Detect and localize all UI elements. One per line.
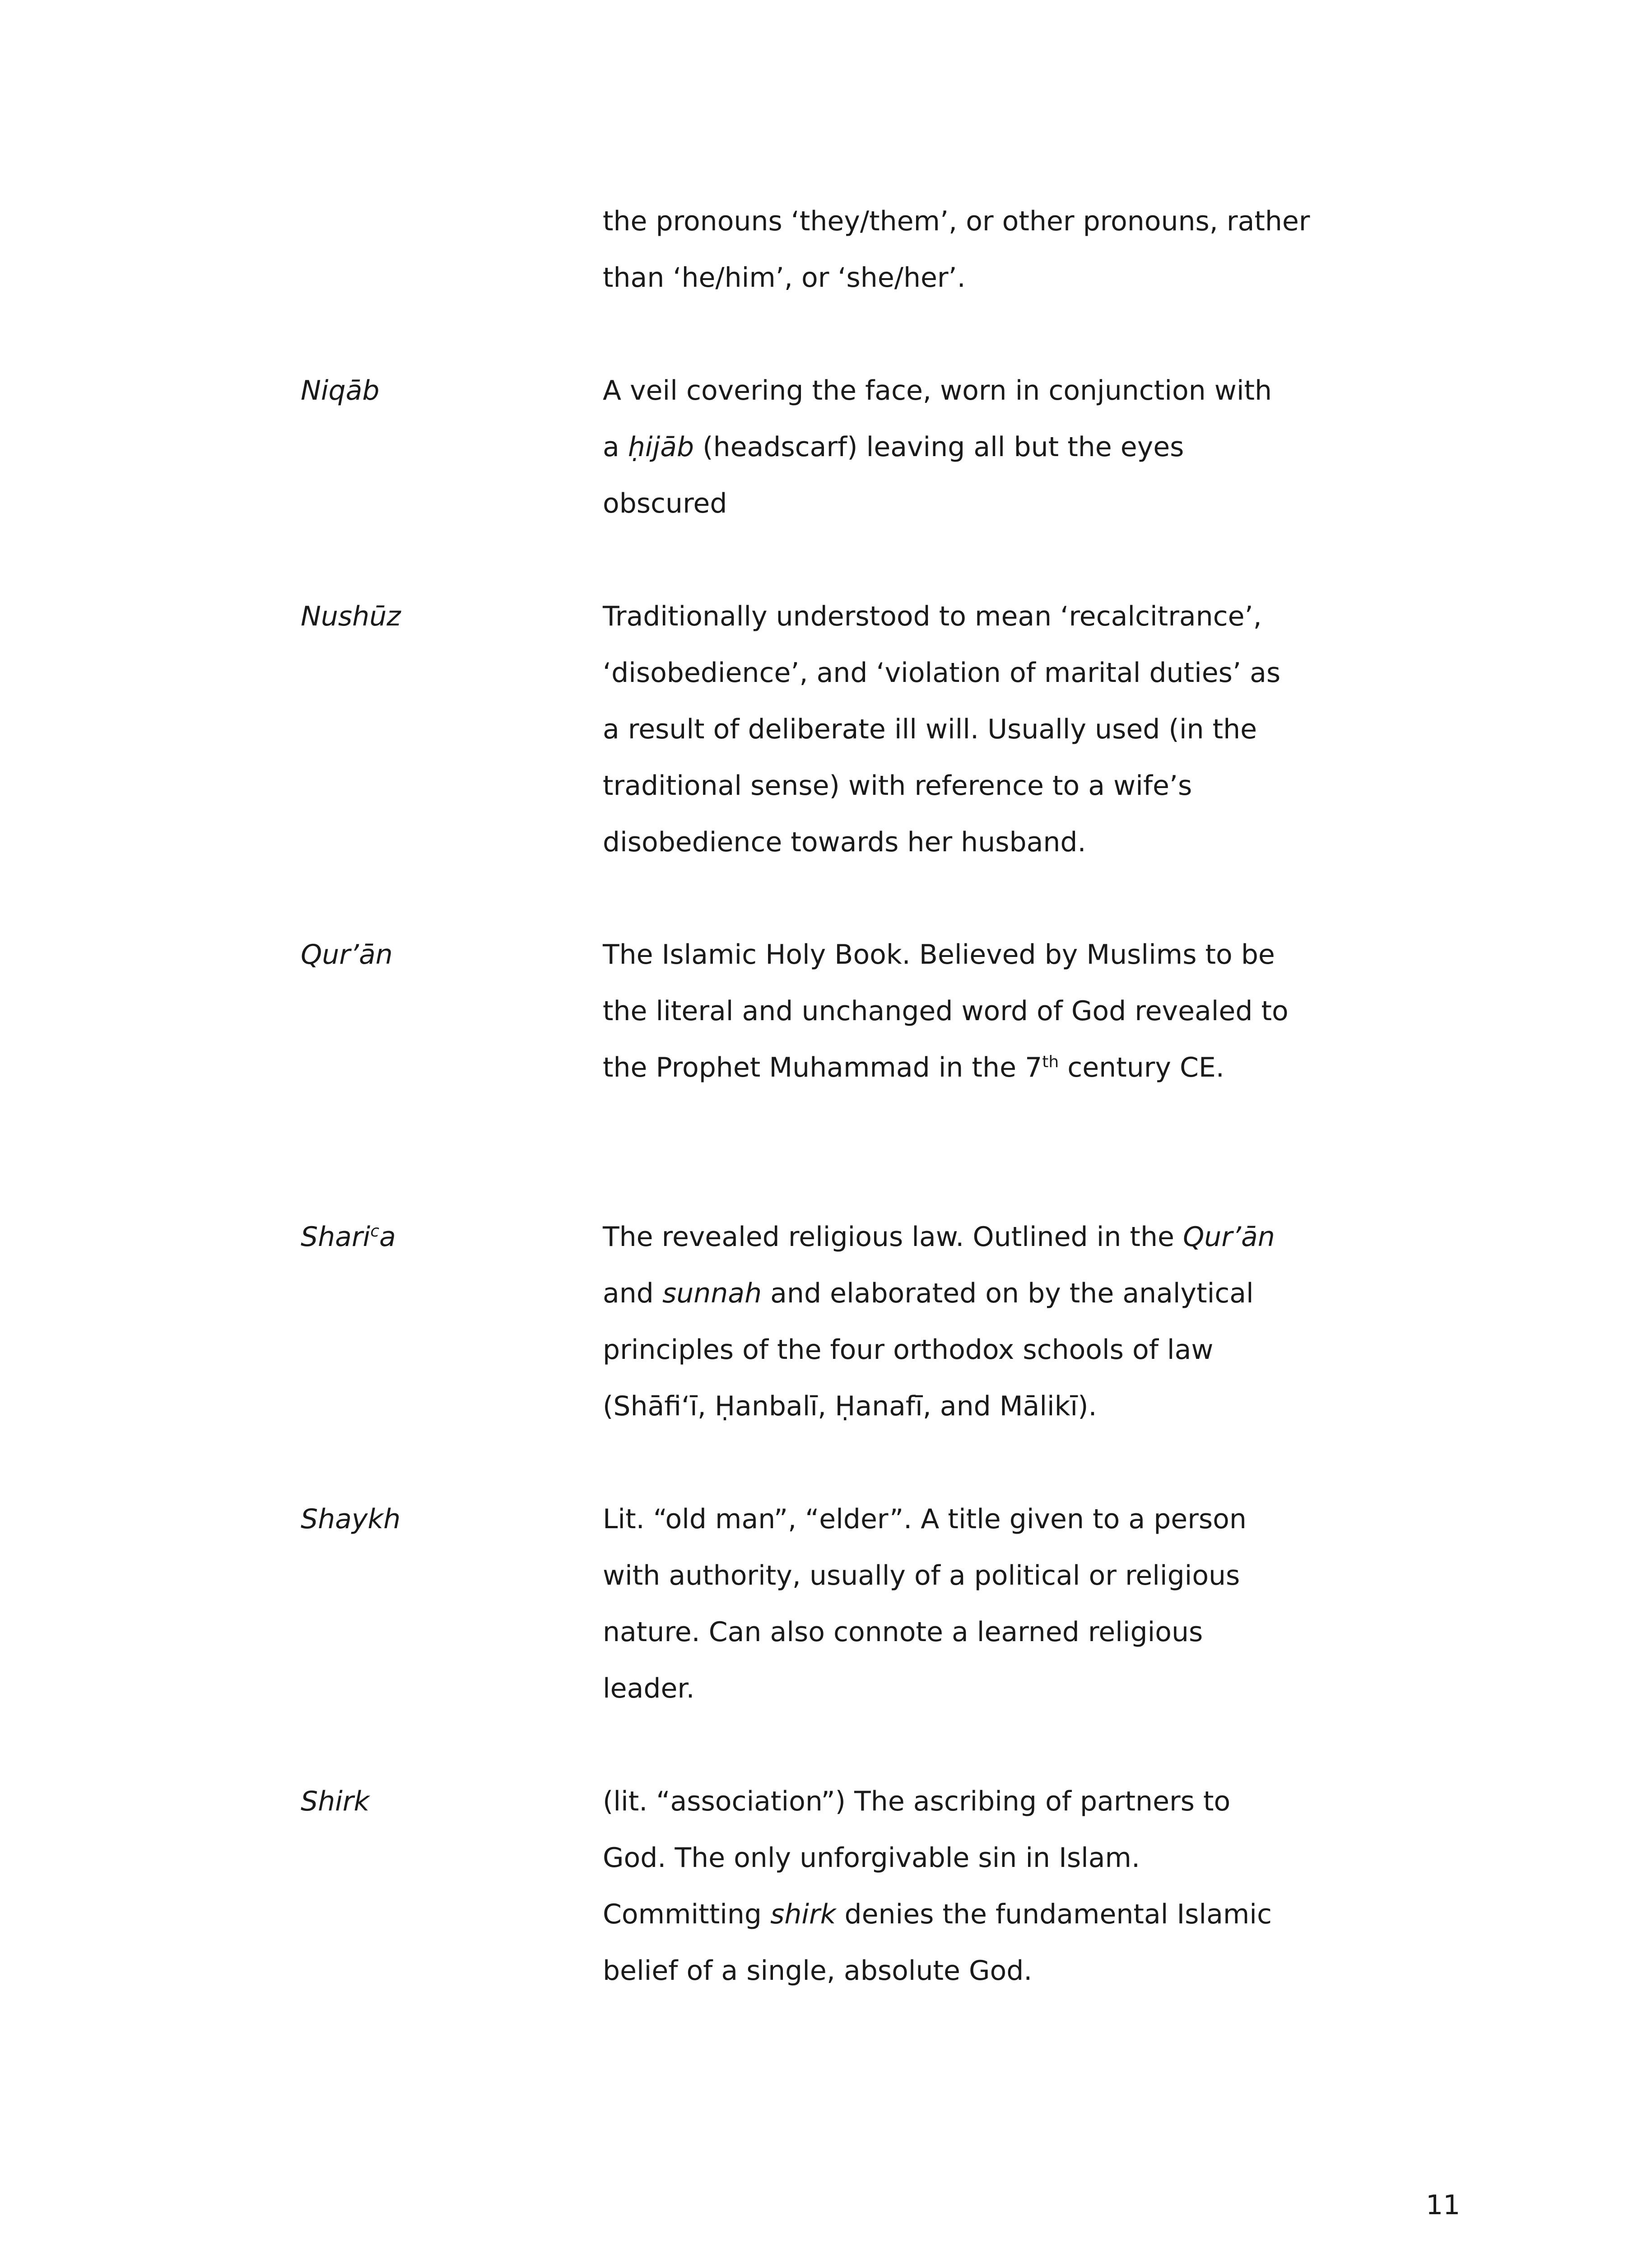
- italic-term: ḥijāb: [628, 431, 694, 463]
- glossary-term: Niqāb: [301, 375, 380, 406]
- definition-text: Committing: [603, 1899, 771, 1930]
- continuation-definition: [603, 193, 1310, 306]
- definition-text: and elaborated on by the analytical: [762, 1278, 1254, 1309]
- definition-line: principles of the four orthodox schools of law: [603, 1334, 1214, 1366]
- glossary-definition: [603, 588, 1307, 871]
- glossary-term: Qur’ān: [301, 939, 393, 970]
- definition-line: Traditionally understood to mean ‘recalcitrance’,: [603, 601, 1262, 632]
- definition-line: leader.: [603, 1673, 695, 1704]
- definition-line: with authority, usually of a political or religious: [603, 1560, 1240, 1591]
- definition-line: disobedience towards her husband.: [603, 826, 1086, 858]
- definition-line: the literal and unchanged word of God revealed to: [603, 995, 1289, 1027]
- glossary-definition: [603, 927, 1307, 1096]
- definition-line: [603, 1886, 1307, 1943]
- definition-text: century CE.: [1059, 1052, 1224, 1083]
- definition-text: denies the fundamental Islamic: [836, 1899, 1272, 1930]
- glossary-term: Shirk: [301, 1786, 370, 1817]
- page-number: 11: [1426, 2189, 1461, 2221]
- glossary-definition: [603, 1209, 1307, 1435]
- definition-line: obscured: [603, 488, 727, 519]
- glossary-term: Shaykh: [301, 1503, 401, 1535]
- ordinal-superscript: th: [1042, 1053, 1059, 1071]
- definition-line: ‘disobedience’, and ‘violation of marital duties’ as: [603, 657, 1281, 689]
- definition-line: than ‘he/him’, or ‘she/her’.: [603, 262, 966, 294]
- glossary-term: Nushūz: [301, 601, 401, 632]
- term-text: Shari: [301, 1221, 371, 1253]
- italic-term: sunnah: [662, 1278, 762, 1309]
- definition-line: [603, 1209, 1307, 1265]
- definition-line: traditional sense) with reference to a wife’s: [603, 770, 1192, 802]
- definition-text: The revealed religious law. Outlined in the: [603, 1221, 1183, 1253]
- definition-line: the pronouns ‘they/them’, or other pronouns, rather: [603, 205, 1310, 237]
- definition-line: Lit. “old man”, “elder”. A title given to a person: [603, 1503, 1247, 1535]
- definition-line: (lit. “association”) The ascribing of partners to: [603, 1786, 1231, 1817]
- glossary-definition: [603, 1773, 1307, 1999]
- definition-text: a: [603, 431, 628, 463]
- definition-line: a result of deliberate ill will. Usually used (in the: [603, 714, 1257, 745]
- definition-line: [603, 1265, 1307, 1322]
- definition-text: (headscarf) leaving all but the eyes: [703, 431, 1184, 463]
- definition-line: [603, 419, 1307, 476]
- definition-text: the Prophet Muhammad in the 7: [603, 1052, 1042, 1083]
- definition-line: nature. Can also connote a learned religious: [603, 1616, 1203, 1648]
- definition-line: (Shāfi‘ī, Ḥanbalī, Ḥanafī, and Mālikī).: [603, 1390, 1097, 1422]
- definition-line: God. The only unforgivable sin in Islam.: [603, 1842, 1140, 1874]
- definition-text: and: [603, 1278, 662, 1309]
- italic-term: shirk: [770, 1899, 836, 1930]
- italic-term: Qur’ān: [1182, 1221, 1275, 1253]
- glossary-definition: [603, 363, 1307, 532]
- definition-line: The Islamic Holy Book. Believed by Muslims to be: [603, 939, 1275, 970]
- definition-line: belief of a single, absolute God.: [603, 1955, 1033, 1987]
- glossary-term: [301, 1209, 396, 1265]
- definition-line: [603, 1040, 1307, 1096]
- definition-line: A veil covering the face, worn in conjunction with: [603, 375, 1272, 406]
- glossary-definition: [603, 1491, 1307, 1717]
- term-superscript: c: [370, 1222, 380, 1241]
- term-text: a: [379, 1221, 396, 1253]
